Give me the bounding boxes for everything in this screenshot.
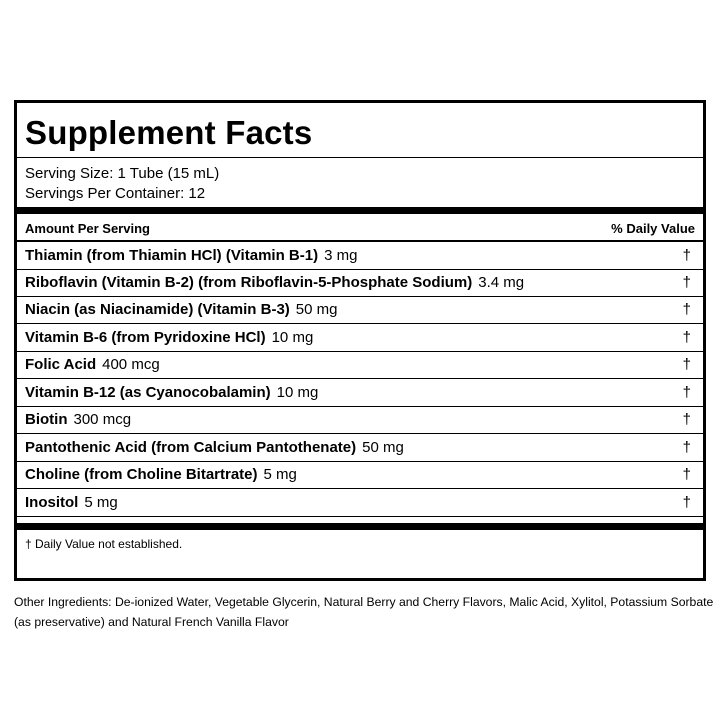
nutrient-amount: 300 mcg — [73, 411, 132, 428]
thick-divider-bottom — [17, 523, 703, 530]
amount-per-serving-header: Amount Per Serving — [25, 221, 150, 236]
nutrient-name: Inositol — [25, 494, 79, 511]
title-divider — [17, 157, 703, 158]
nutrient-row — [25, 242, 695, 269]
nutrient-row — [25, 296, 695, 323]
daily-value-mark: † — [682, 247, 691, 264]
nutrient-name: Riboflavin (Vitamin B-2) (from Riboflavin-5-Phosphate Sodium) — [25, 274, 473, 291]
serving-size: Serving Size: 1 Tube (15 mL) — [25, 165, 220, 182]
daily-value-mark: † — [682, 329, 691, 346]
daily-value-mark: † — [682, 274, 691, 291]
daily-value-mark: † — [682, 301, 691, 318]
nutrient-amount: 400 mcg — [102, 356, 160, 373]
column-header-row — [25, 220, 695, 238]
nutrient-amount: 50 mg — [295, 301, 338, 318]
nutrient-name: Niacin (as Niacinamide) (Vitamin B-3) — [25, 301, 290, 318]
daily-value-mark: † — [682, 411, 691, 428]
panel-title: Supplement Facts — [25, 114, 313, 151]
daily-value-mark: † — [682, 384, 691, 401]
nutrient-row — [25, 489, 695, 516]
nutrient-name: Vitamin B-12 (as Cyanocobalamin) — [25, 384, 271, 401]
nutrient-name: Biotin — [25, 411, 68, 428]
daily-value-footnote: † Daily Value not established. — [25, 537, 183, 551]
nutrient-row — [25, 461, 695, 488]
nutrient-amount: 3.4 mg — [478, 274, 525, 291]
serving-info — [25, 164, 219, 204]
nutrient-amount: 50 mg — [362, 439, 404, 456]
nutrient-amount: 10 mg — [276, 384, 319, 401]
nutrient-name: Thiamin (from Thiamin HCl) (Vitamin B-1) — [25, 247, 319, 264]
nutrient-name: Vitamin B-6 (from Pyridoxine HCl) — [25, 329, 266, 346]
thick-divider-top — [17, 207, 703, 214]
daily-value-header: % Daily Value — [611, 221, 695, 236]
nutrient-amount: 10 mg — [271, 329, 314, 346]
nutrient-row — [25, 379, 695, 406]
daily-value-mark: † — [682, 466, 691, 483]
nutrient-amount: 5 mg — [84, 494, 118, 511]
daily-value-mark: † — [682, 439, 691, 456]
supplement-facts-panel — [14, 100, 706, 581]
daily-value-mark: † — [682, 494, 691, 511]
nutrient-name: Pantothenic Acid (from Calcium Pantothenate) — [25, 439, 357, 456]
nutrient-amount: 3 mg — [324, 247, 358, 264]
row-divider — [17, 516, 703, 517]
nutrient-amount: 5 mg — [263, 466, 297, 483]
nutrient-name: Choline (from Choline Bitartrate) — [25, 466, 258, 483]
other-ingredients: Other Ingredients: De-ionized Water, Vegetable Glycerin, Natural Berry and Cherry Flavors, Malic Acid, Xylitol, Potassium Sorbate (as preservative) and Natural French Vanilla Flavor — [14, 595, 714, 629]
nutrient-row — [25, 269, 695, 296]
nutrient-row — [25, 406, 695, 433]
nutrient-name: Folic Acid — [25, 356, 97, 373]
nutrient-row — [25, 351, 695, 378]
servings-per-container: Servings Per Container: 12 — [25, 185, 206, 202]
daily-value-mark: † — [682, 356, 691, 373]
nutrient-row — [25, 434, 695, 461]
nutrient-row — [25, 324, 695, 351]
